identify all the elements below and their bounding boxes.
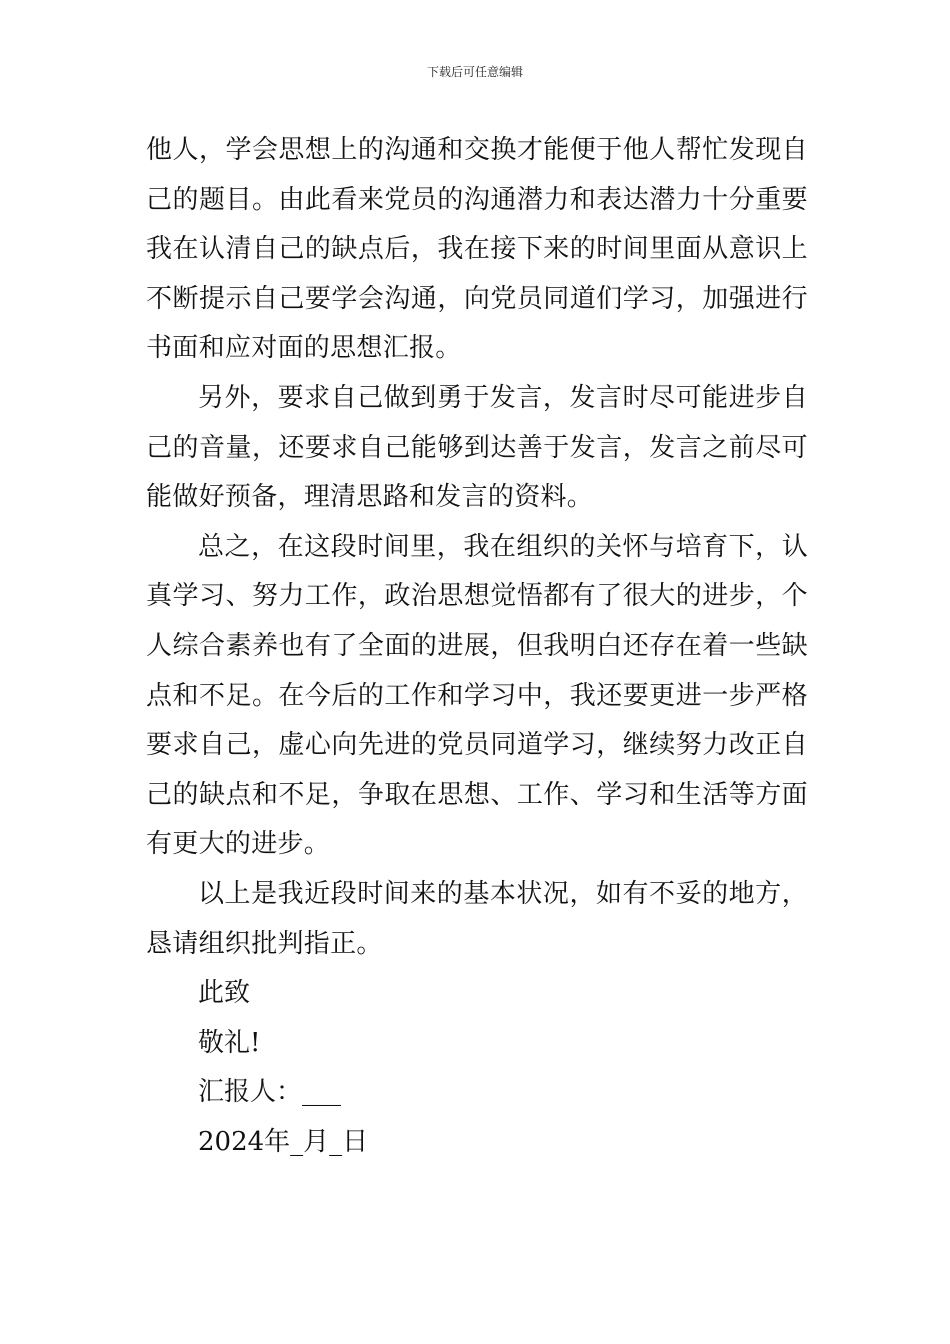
paragraph-conclusion: 以上是我近段时间来的基本状况，如有不妥的地方，恳请组织批判指正。 bbox=[146, 878, 808, 959]
closing-date: 2024年_月_日 bbox=[198, 1126, 369, 1157]
paragraph-continuation: 他人，学会思想上的沟通和交换才能便于他人帮忙发现自己的题目。由此看来党员的沟通潜力和表达潜力十分重要我在认清自己的缺点后，我在接下来的时间里面从意识上不断提示自己要学会沟通，向党员同道们学习，加强进行书面和应对面的思想汇报。 bbox=[146, 135, 808, 364]
document-body bbox=[146, 126, 808, 1167]
closing-regards: 敬礼! bbox=[198, 1027, 261, 1058]
paragraph-speaking: 另外，要求自己做到勇于发言，发言时尽可能进步自己的音量，还要求自己能够到达善于发言，发言之前尽可能做好预备，理清思路和发言的资料。 bbox=[146, 382, 808, 513]
closing-salutation: 此致 bbox=[198, 978, 251, 1009]
closing-reporter: 汇报人：___ bbox=[198, 1077, 342, 1108]
page-header: 下载后可任意编辑 bbox=[426, 65, 523, 79]
paragraph-summary: 总之，在这段时间里，我在组织的关怀与培育下，认真学习、努力工作，政治思想觉悟都有了很大的进步，个人综合素养也有了全面的进展，但我明白还存在着一些缺点和不足。在今后的工作和学习中，我还要更进一步严格要求自己，虚心向先进的党员同道学习，继续努力改正自己的缺点和不足，争取在思想、工作、学习和生活等方面有更大的进步。 bbox=[146, 531, 808, 860]
